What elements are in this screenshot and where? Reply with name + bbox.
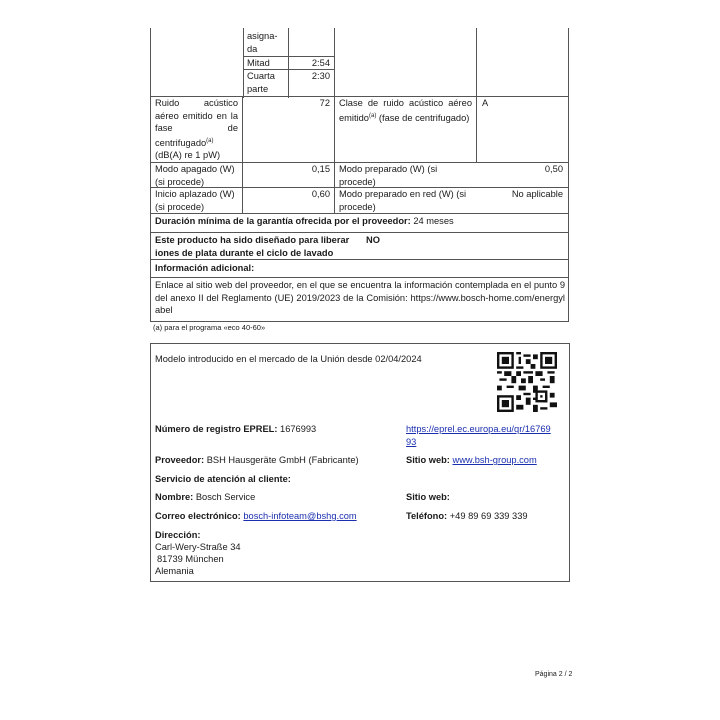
network-value: No aplicable (511, 189, 563, 199)
noise-class-label: Clase de ruido acústico aéreo emitido$^{(a)}$ (fase de centrifugado) (339, 98, 472, 123)
network-label: Modo preparado en red (W) (si procede) (339, 189, 467, 212)
additional-text: Enlace al sitio web del proveedor, en el que se encuentra la información contemplada en el punto 9 del anexo II del Reglamento (UE) 2019/2023 de la Comisión: https://www.bosch-home.com/energylabel (155, 280, 565, 315)
off-value: 0,15 (311, 164, 330, 174)
delay-label: Inicio aplazado (W) (si procede) (155, 189, 235, 212)
ready-value: 0,50 (544, 164, 563, 174)
service-label: Servicio de atención al cliente: (155, 474, 291, 484)
noise-value: 72 (319, 98, 330, 108)
address-line2: 81739 München (157, 554, 224, 564)
off-label: Modo apagado (W) (si procede) (155, 164, 235, 187)
footnote: (a) para el programa «eco 40-60» (153, 323, 266, 332)
table-border-right (568, 28, 569, 322)
noise-label: Ruido acústico aéreo emitido en la fase de centrifugado$^{(a)}$ (dB(A) re 1 pW) (155, 98, 238, 161)
website-row: Sitio web: www.bsh-group.com (406, 455, 537, 465)
quarter-label: Cuarta parte (247, 71, 275, 94)
phone-row: Teléfono: +49 89 69 339 339 (406, 511, 528, 521)
qr-code-icon (497, 352, 557, 412)
address-line1: Carl-Wery-Straße 34 (155, 542, 241, 552)
silver-value: NO (366, 235, 380, 245)
delay-value: 0,60 (311, 189, 330, 199)
address-label: Dirección: (155, 530, 201, 540)
noise-class-value: A (482, 98, 489, 108)
website-link[interactable]: www.bsh-group.com (452, 455, 537, 465)
ready-label: Modo preparado (W) (si procede) (339, 164, 438, 187)
address-line3: Alemania (155, 566, 194, 576)
email-link[interactable]: bosch-infoteam@bshg.com (243, 511, 357, 521)
partial-label: asigna- da (247, 31, 278, 54)
half-value: 2:54 (311, 58, 330, 68)
quarter-value: 2:30 (311, 71, 330, 81)
eprel-link[interactable]: https://eprel.ec.europa.eu/qr/1676993 (406, 424, 551, 447)
half-label: Mitad (247, 58, 270, 68)
supplier-row: Proveedor: BSH Hausgeräte GmbH (Fabricante) (155, 455, 359, 465)
eprel-row: Número de registro EPREL: 1676993 (155, 424, 317, 434)
warranty-row: Duración mínima de la garantía ofrecida por el proveedor: 24 meses (155, 216, 454, 226)
silver-label: Este producto ha sido diseñado para liberar iones de plata durante el ciclo de lavado (155, 235, 350, 258)
website2-label: Sitio web: (406, 492, 450, 502)
page-number: Página 2 / 2 (535, 671, 573, 678)
name-row: Nombre: Bosch Service (155, 492, 256, 502)
email-row: Correo electrónico: bosch-infoteam@bshg.com (155, 511, 357, 521)
market-text: Modelo introducido en el mercado de la Unión desde 02/04/2024 (155, 354, 422, 364)
additional-label: Información adicional: (155, 263, 255, 273)
